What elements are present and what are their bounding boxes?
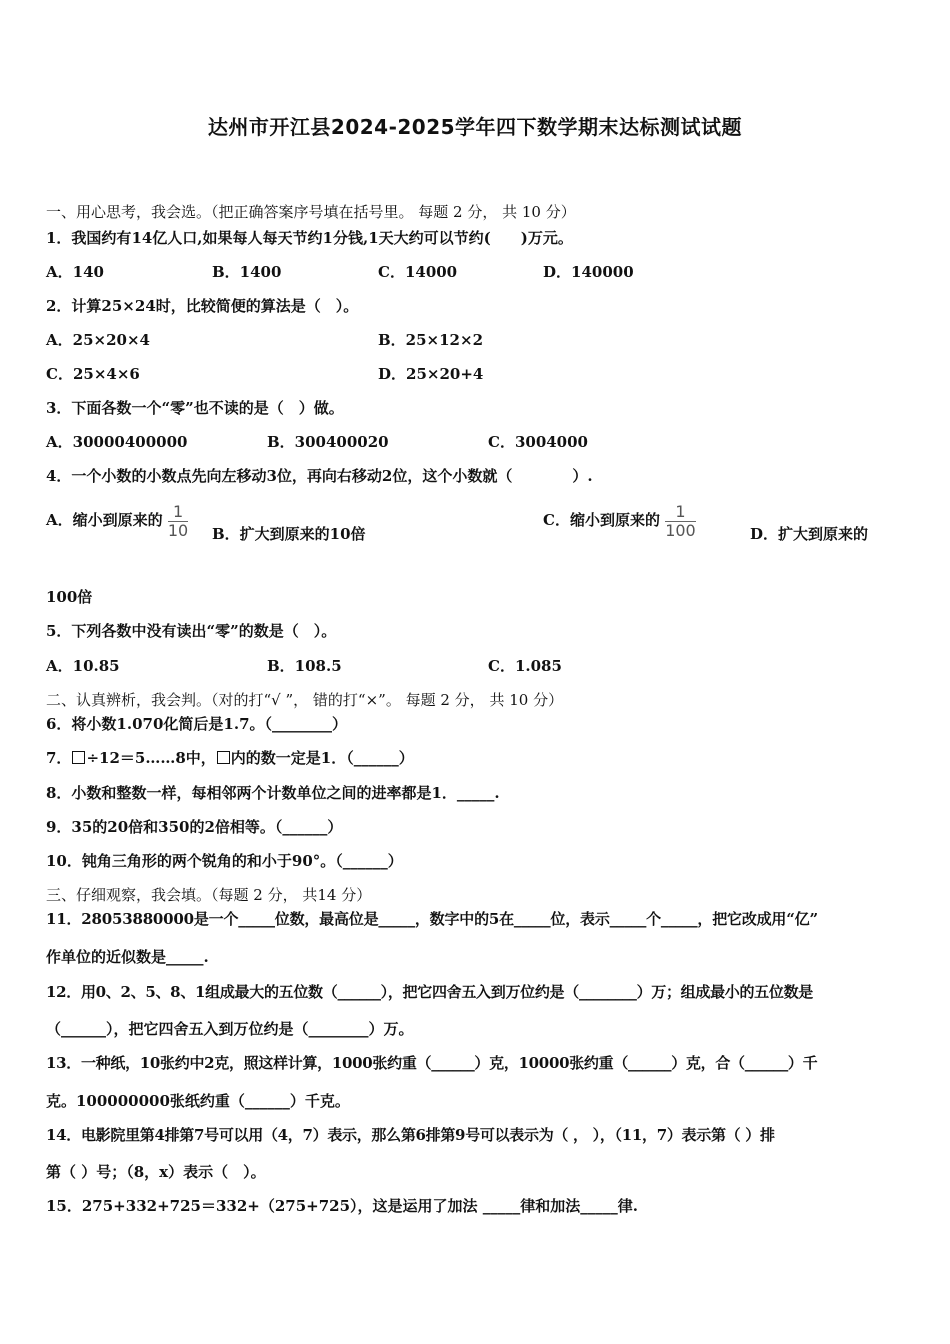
q2-option-a: A．25×20×4: [46, 331, 150, 349]
fraction-one-tenth: [168, 503, 188, 540]
question-2-stem: 2．计算25×24时，比较简便的算法是（ ）。: [46, 297, 359, 315]
question-7: [46, 748, 414, 768]
question-15: 15．275+332+725＝332+（275+725），这是运用了加法 _____律和加法_____律.: [46, 1197, 638, 1215]
section-2-heading: 二、认真辨析，我会判。（对的打“√ ”， 错的打“×”。 每题 2 分， 共 10 分）: [46, 691, 564, 709]
q4-option-a: [46, 500, 188, 540]
fraction-numerator: 1: [675, 501, 686, 521]
question-9: 9．35的20倍和350的2倍相等。（______）: [46, 818, 343, 836]
question-3-stem: 3．下面各数一个“零”也不读的是（ ）做。: [46, 399, 344, 417]
question-11-line-2: 作单位的近似数是_____.: [46, 948, 209, 966]
q3-option-a: A．30000400000: [46, 433, 188, 451]
q4-option-d-continued: 100倍: [46, 588, 93, 606]
q4-option-c-label: C．缩小到原来的: [543, 511, 660, 529]
page-title: 达州市开江县2024-2025学年四下数学期末达标测试试题: [207, 115, 743, 139]
q1-option-a: A．140: [46, 263, 104, 281]
section-1-heading: 一、用心思考，我会选。（把正确答案序号填在括号里。 每题 2 分， 共 10 分）: [46, 203, 576, 221]
q2-option-d: D．25×20+4: [378, 365, 484, 383]
q4-option-b: B．扩大到原来的10倍: [212, 525, 366, 543]
question-5-stem: 5．下列各数中没有读出“零”的数是（ ）。: [46, 622, 337, 640]
q7-end: 内的数一定是1．（______）: [230, 749, 414, 767]
fraction-numerator: 1: [172, 501, 184, 521]
fraction-one-hundredth: [665, 503, 696, 540]
q4-option-c: [543, 500, 696, 540]
section-3-heading: 三、仔细观察，我会填。（每题 2 分， 共14 分）: [46, 886, 372, 904]
question-4-stem: 4．一个小数的小数点先向左移动3位，再向右移动2位，这个小数就（ ）.: [46, 467, 593, 485]
question-12-line-1: 12．用0、2、5、8、1组成最大的五位数（______），把它四舍五入到万位约是（________）万；组成最小的五位数是: [46, 983, 813, 1001]
blank-box-icon: [217, 751, 230, 764]
q1-option-d: D．140000: [543, 263, 634, 281]
q5-option-c: C．1.085: [488, 657, 562, 675]
q5-option-b: B．108.5: [267, 657, 342, 675]
question-11-line-1: 11．28053880000是一个_____位数，最高位是_____，数字中的5在_____位，表示_____个_____，把它改成用“亿”: [46, 910, 818, 928]
q2-option-b: B．25×12×2: [378, 331, 484, 349]
q1-option-b: B．1400: [212, 263, 282, 281]
q1-option-c: C．14000: [378, 263, 458, 281]
fraction-denominator: 100: [665, 520, 696, 540]
q5-option-a: A．10.85: [46, 657, 120, 675]
question-10: 10．钝角三角形的两个锐角的和小于90°。（______）: [46, 852, 403, 870]
q2-option-c: C．25×4×6: [46, 365, 140, 383]
blank-box-icon: [72, 751, 85, 764]
q7-middle: ÷12＝5……8中，: [86, 749, 216, 767]
fraction-denominator: 10: [167, 520, 189, 540]
q4-option-d: D．扩大到原来的: [750, 525, 869, 543]
question-1-stem: 1．我国约有14亿人口,如果每人每天节约1分钱,1天大约可以节约( )万元。: [46, 229, 573, 247]
question-14-line-2: 第（ ）号；（8，x）表示（ ）。: [46, 1163, 266, 1181]
question-6: 6．将小数1.070化简后是1.7。（________）: [46, 715, 348, 733]
q7-number: 7．: [46, 749, 72, 767]
question-14-line-1: 14．电影院里第4排第7号可以用（4，7）表示，那么第6排第9号可以表示为（ ， ），（11，7）表示第（ ）排: [46, 1126, 775, 1144]
q3-option-b: B．300400020: [267, 433, 389, 451]
q4-option-a-label: A．缩小到原来的: [46, 511, 163, 529]
question-8: 8．小数和整数一样，每相邻两个计数单位之间的进率都是1．_____.: [46, 784, 500, 802]
q3-option-c: C．3004000: [488, 433, 588, 451]
question-13-line-1: 13．一种纸，10张约中2克，照这样计算，1000张约重（______）克，10000张约重（______）克，合（______）千: [46, 1054, 818, 1072]
question-13-line-2: 克。100000000张纸约重（______）千克。: [46, 1092, 350, 1110]
question-12-line-2: （______），把它四舍五入到万位约是（________）万。: [46, 1020, 414, 1038]
